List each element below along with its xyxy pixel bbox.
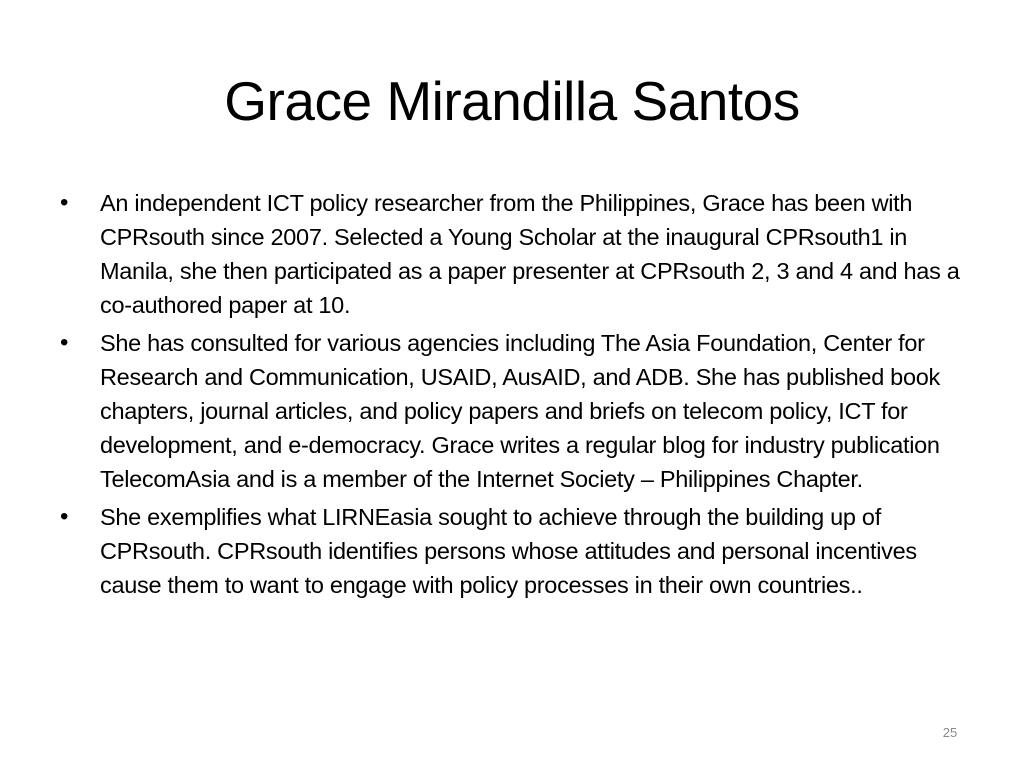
bullet-item [56, 326, 968, 496]
bullet-marker: • [60, 189, 69, 216]
slide-title: Grace Mirandilla Santos [224, 70, 800, 132]
bullet-text: She has consulted for various agencies including The Asia Foundation, Center for Research and Communication, USAID, AusAID, and ADB. She has published book chapters, journal articles, and policy papers and briefs on telecom policy, ICT for development, and e-democracy. Grace writes a regular blog for industry publication TelecomAsia and is a member of the Internet Society – Philippines Chapter. [100, 330, 940, 492]
bullet-item [56, 186, 968, 322]
bullet-text: An independent ICT policy researcher from the Philippines, Grace has been with CPRsouth since 2007. Selected a Young Scholar at the inaugural CPRsouth1 in Manila, she then participated as a paper presenter at CPRsouth 2, 3 and 4 and has a co-authored paper at 10. [100, 190, 960, 318]
bullet-marker: • [60, 329, 69, 356]
bullet-marker: • [60, 503, 69, 530]
page-number: 25 [942, 725, 958, 740]
bullet-item [56, 500, 968, 602]
bullet-text: She exemplifies what LIRNEasia sought to achieve through the building up of CPRsouth. CPRsouth identifies persons whose attitudes and personal incentives cause them to want to engage with policy processes in their own countries.. [100, 504, 917, 598]
bullet-list [56, 186, 968, 606]
